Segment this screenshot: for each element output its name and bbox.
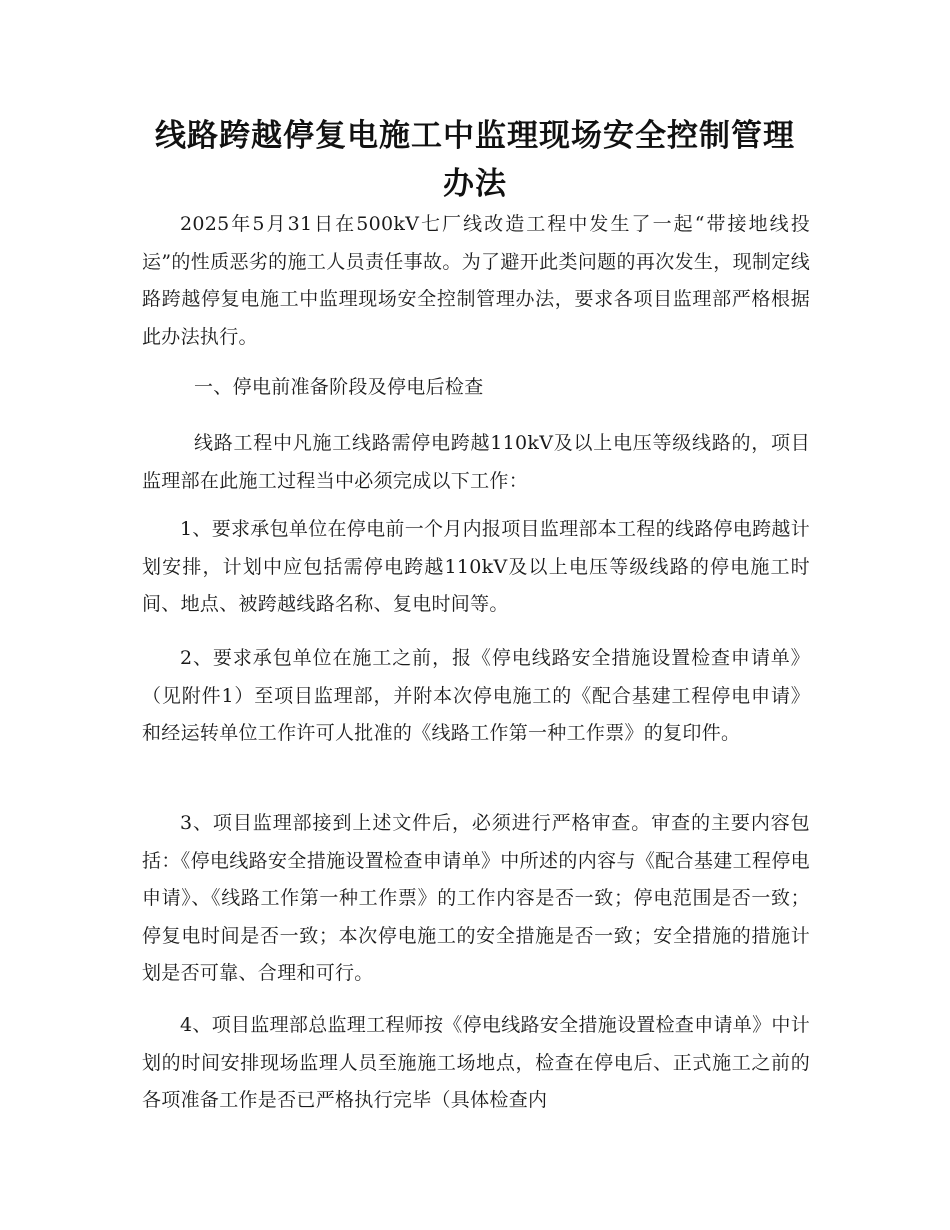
list-item-3: 3、项目监理部接到上述文件后，必须进行严格审查。审查的主要内容包括：《停电线路安全措施设置检查申请单》中所述的内容与《配合基建工程停电申请》、《线路工作第一种工作票》的工作内容是否一致；停电范围是否一致；停复电时间是否一致；本次停电施工的安全措施是否一致；安全措施的措施计划是否可靠、合理和可行。 bbox=[142, 812, 810, 984]
document-title: 线路跨越停复电施工中监理现场安全控制管理办法 bbox=[155, 118, 795, 202]
list-item-2: 2、要求承包单位在施工之前，报《停电线路安全措施设置检查申请单》（见附件1）至项目监理部，并附本次停电施工的《配合基建工程停电申请》和经运转单位工作许可人批准的《线路工作第一种工作票》的复印件。 bbox=[142, 647, 810, 744]
intro-paragraph: 2025年5月31日在500kV七厂线改造工程中发生了一起“带接地线投运”的性质恶劣的施工人员责任事故。为了避开此类问题的再次发生，现制定线路跨越停复电施工中监理现场安全控制管理办法，要求各项目监理部严格根据此办法执行。 bbox=[142, 213, 810, 348]
list-item-4: 4、项目监理部总监理工程师按《停电线路安全措施设置检查申请单》中计划的时间安排现场监理人员至施施工场地点，检查在停电后、正式施工之前的各项准备工作是否已严格执行完毕（具体检查内 bbox=[142, 1014, 810, 1111]
section-intro-paragraph: 线路工程中凡施工线路需停电跨越110kV及以上电压等级线路的，项目监理部在此施工过程当中必须完成以下工作： bbox=[142, 432, 810, 492]
list-item-1: 1、要求承包单位在停电前一个月内报项目监理部本工程的线路停电跨越计划安排，计划中应包括需停电跨越110kV及以上电压等级线路的停电施工时间、地点、被跨越线路名称、复电时间等。 bbox=[142, 518, 810, 615]
section-heading: 一、停电前准备阶段及停电后检查 bbox=[194, 376, 484, 398]
